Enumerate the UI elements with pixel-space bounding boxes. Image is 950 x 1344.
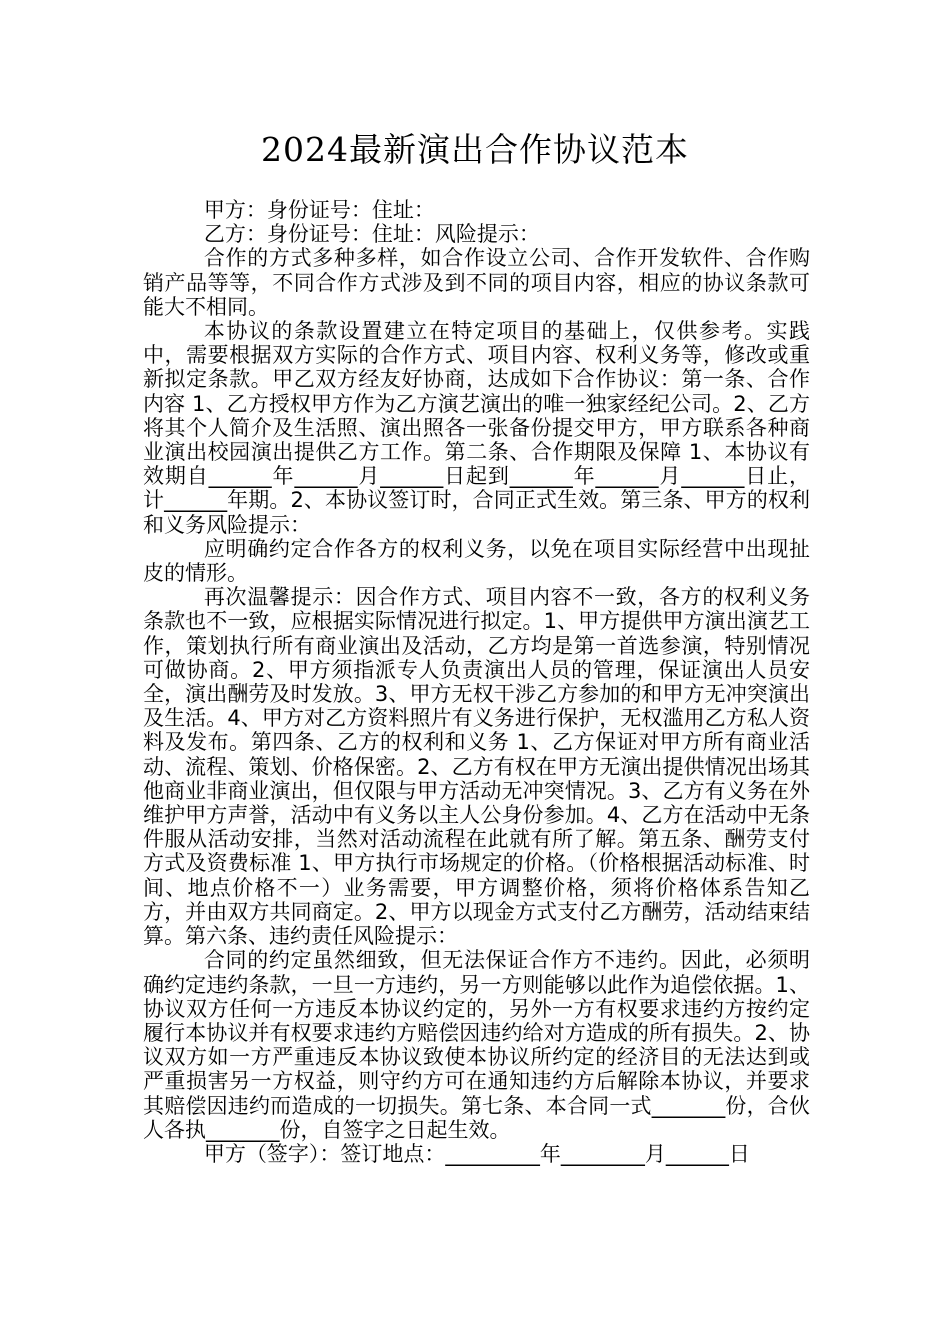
- paragraph: 应明确约定合作各方的权利义务，以免在项目实际经营中出现扯皮的情形。: [143, 536, 810, 586]
- document-title: 2024最新演出合作协议范本: [261, 130, 689, 169]
- paragraph: 再次温馨提示：因合作方式、项目内容不一致，各方的权利义务条款也不一致，应根据实际情况进行拟定。1、甲方提供甲方演出演艺工作，策划执行所有商业演出及活动，乙方均是第一首选参演，特别情况可做协商。2、甲方须指派专人负责演出人员的管理，保证演出人员安全，演出酬劳及时发放。3、甲方无权干涉乙方参加的和甲方无冲突演出及生活。4、甲方对乙方资料照片有义务进行保护，无权滥用乙方私人资料及发布。第四条、乙方的权利和义务 1、乙方保证对甲方所有商业活动、流程、策划、价格保密。2、乙方有权在甲方无演出提供情况出场其他商业非商业演出，但仅限与甲方活动无冲突情况。3、乙方有义务在外维护甲方声誉，活动中有义务以主人公身份参加。4、乙方在活动中无条件服从活动安排，当然对活动流程在此就有所了解。第五条、酬劳支付方式及资费标准 1、甲方执行市场规定的价格。（价格根据活动标准、时间、地点价格不一）业务需要，甲方调整价格，须将价格体系告知乙方，并由双方共同商定。2、甲方以现金方式支付乙方酬劳，活动结束结算。第六条、违约责任风险提示：: [143, 585, 810, 949]
- paragraph: 本协议的条款设置建立在特定项目的基础上，仅供参考。实践中，需要根据双方实际的合作方式、项目内容、权利义务等，修改或重新拟定条款。甲乙双方经友好协商，达成如下合作协议：第一条、合作内容 1、乙方授权甲方作为乙方演艺演出的唯一独家经纪公司。2、乙方将其个人简介及生活照、演出照各一张备份提交甲方，甲方联系各种商业演出校园演出提供乙方工作。第二条、合作期限及保障 1、本协议有效期自______年______月______日起到______年______月______日止，计______年期。2、本协议签订时，合同正式生效。第三条、甲方的权利和义务风险提示：: [143, 319, 810, 537]
- signature-line: 甲方（签字）：签订地点：_________年________月______日: [203, 1141, 750, 1166]
- party-a-line: 甲方：身份证号：住址：: [203, 198, 435, 222]
- paragraph: 合同的约定虽然细致，但无法保证合作方不违约。因此，必须明确约定违约条款，一旦一方违约，另一方则能够以此作为追偿依据。1、协议双方任何一方违反本协议约定的，另外一方有权要求违约方按约定履行本协议并有权要求违约方赔偿因违约给对方造成的所有损失。2、协议双方如一方严重违反本协议致使本协议所约定的经济目的无法达到或严重损害另一方权益，则守约方可在通知违约方后解除本协议，并要求其赔偿因违约而造成的一切损失。第七条、本合同一式_______份，合伙人各执_______份，自签字之日起生效。: [143, 948, 810, 1142]
- party-b-line: 乙方：身份证号：住址：风险提示：: [203, 222, 540, 247]
- paragraph: 合作的方式多种多样，如合作设立公司、合作开发软件、合作购销产品等等，不同合作方式涉及到不同的项目内容，相应的协议条款可能大不相同。: [143, 246, 810, 319]
- document-body: [143, 198, 810, 1166]
